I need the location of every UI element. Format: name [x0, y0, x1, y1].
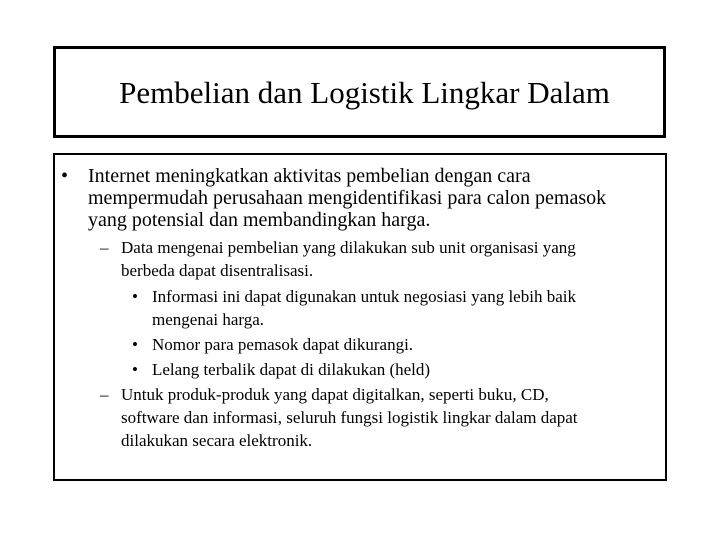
sub1-line1: Data mengenai pembelian yang dilakukan sub unit organisasi yang [121, 238, 576, 257]
sub2-line3: dilakukan secara elektronik. [121, 431, 313, 450]
dash-marker: – [100, 238, 109, 257]
dash-marker: – [100, 385, 109, 404]
title-box [53, 46, 666, 138]
sub1-line2: berbeda dapat disentralisasi. [121, 261, 314, 280]
sub2-line1: Untuk produk-produk yang dapat digitalkan, seperti buku, CD, [121, 385, 549, 404]
content-box [53, 153, 667, 481]
sub1-item1-line2: mengenai harga. [152, 310, 265, 329]
sub2-line2: software dan informasi, seluruh fungsi logistik lingkar dalam dapat [121, 408, 578, 427]
slide-title: Pembelian dan Logistik Lingkar Dalam [119, 74, 610, 110]
sub1-item3-line1: Lelang terbalik dapat di dilakukan (held) [152, 360, 431, 379]
sub1-item1-line1: Informasi ini dapat digunakan untuk negosiasi yang lebih baik [152, 287, 576, 306]
bullet-marker: • [132, 360, 138, 379]
point1-line3: yang potensial dan membandingkan harga. [88, 209, 431, 231]
bullet-marker: • [61, 165, 69, 187]
bullet-marker: • [132, 287, 138, 306]
point1-line2: mempermudah perusahaan mengidentifikasi para calon pemasok [88, 187, 607, 209]
bullet-marker: • [132, 335, 138, 354]
point1-line1: Internet meningkatkan aktivitas pembelian dengan cara [88, 165, 531, 187]
sub1-item2-line1: Nomor para pemasok dapat dikurangi. [152, 335, 414, 354]
